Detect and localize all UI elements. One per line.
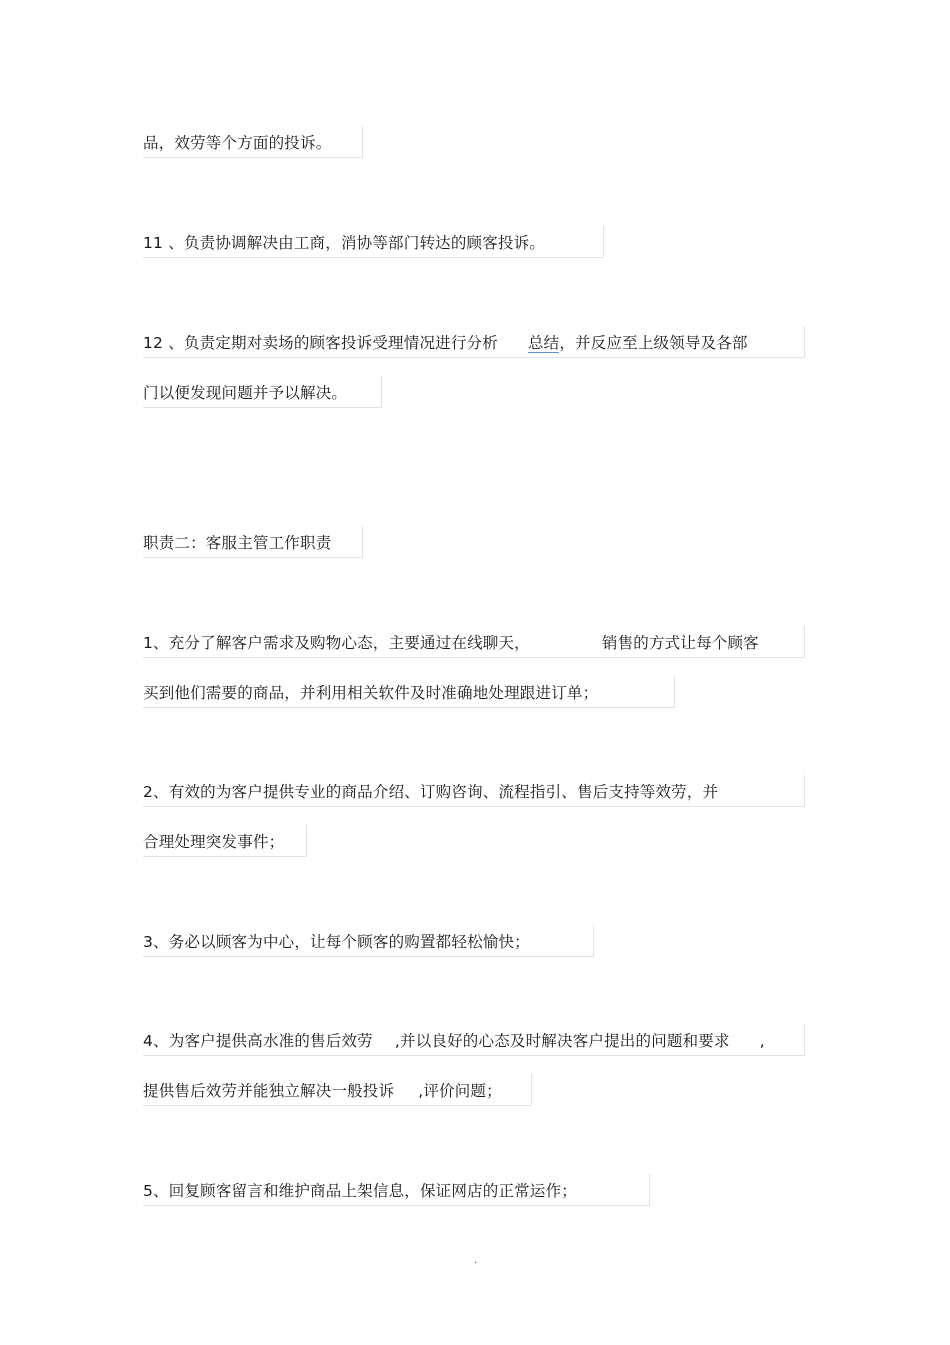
item-2-line-2: 合理处理突发事件； — [143, 833, 285, 851]
item-4-text: 4、为客户提供高水准的售后效劳 — [143, 1032, 373, 1050]
item-1 — [143, 633, 759, 653]
page-footer-dot: . — [474, 1255, 478, 1266]
item-4-comma: , — [759, 1032, 765, 1050]
item-4-line-2 — [143, 1081, 502, 1101]
item-11: 11 、负责协调解决由工商，消协等部门转达的顾客投诉。 — [143, 234, 546, 252]
item-12-text: 12 、负责定期对卖场的顾客投诉受理情况进行分析 — [143, 334, 498, 352]
item-12-line-2: 门以便发现问题并予以解决。 — [143, 384, 348, 402]
paragraph-line: 品，效劳等个方面的投诉。 — [143, 134, 332, 152]
item-5: 5、回复顾客留言和维护商品上架信息，保证网店的正常运作； — [143, 1182, 577, 1200]
item-4 — [143, 1031, 765, 1051]
item-1-text-cont: 销售的方式让每个顾客 — [601, 634, 759, 652]
item-1-text: 1、充分了解客户需求及购物心态，主要通过在线聊天， — [143, 634, 530, 652]
item-12-text-cont: ，并反应至上级领导及各部 — [559, 334, 748, 352]
section-heading: 职责二：客服主管工作职责 — [143, 534, 332, 552]
item-4-text-cont: ,并以良好的心态及时解决客户提出的问题和要求 — [394, 1032, 730, 1050]
item-2: 2、有效的为客户提供专业的商品介绍、订购咨询、流程指引、售后支持等效劳，并 — [143, 783, 719, 801]
item-12 — [143, 333, 748, 353]
item-4-line-2-cont: ,评价问题； — [418, 1082, 502, 1100]
item-1-line-2: 买到他们需要的商品，并利用相关软件及时准确地处理跟进订单； — [143, 684, 599, 702]
item-4-line-2-text: 提供售后效劳并能独立解决一般投诉 — [143, 1082, 395, 1100]
summary-link[interactable]: 总结 — [527, 334, 560, 352]
item-3: 3、务必以顾客为中心，让每个顾客的购置都轻松愉快； — [143, 933, 530, 951]
